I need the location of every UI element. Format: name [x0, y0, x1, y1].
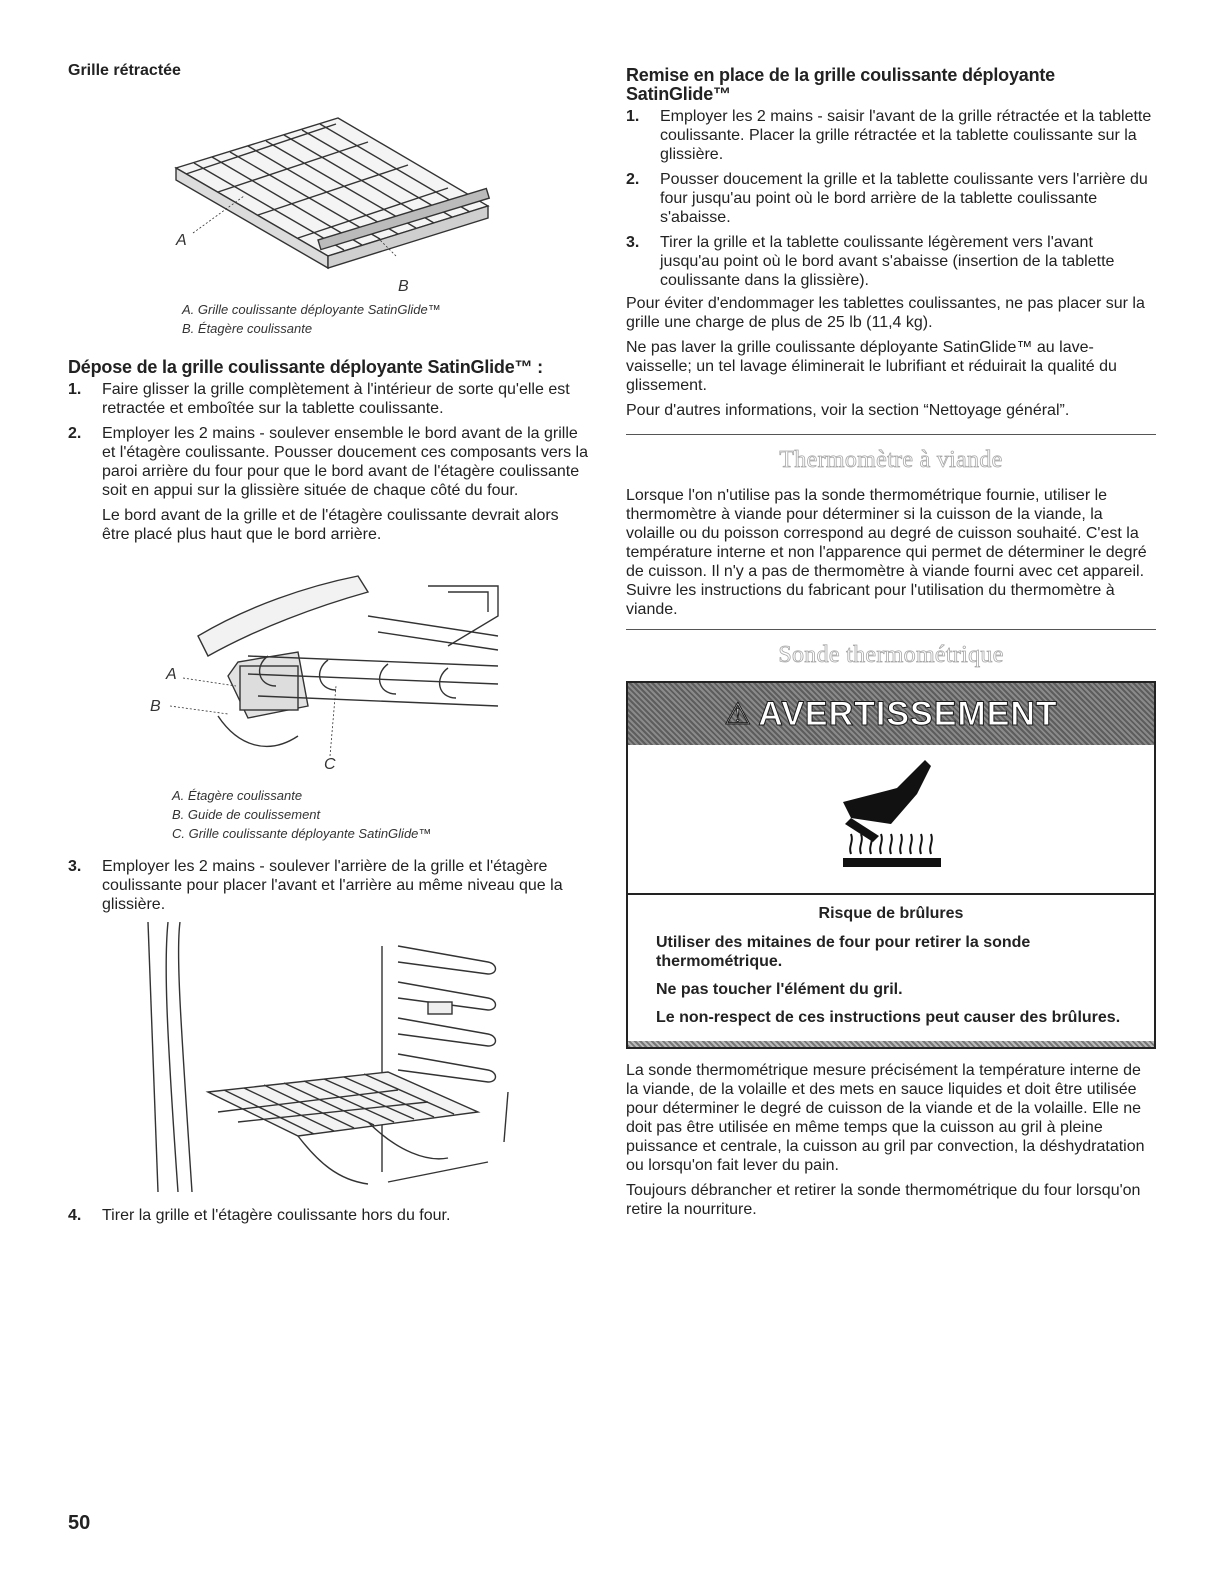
- fig2-caption-a: A. Étagère coulissante: [172, 788, 303, 803]
- step-number: 2.: [626, 171, 640, 188]
- step-text: Tirer la grille et la tablette coulissante légèrement vers l'avant jusqu'au point où le bord avant s'abaisse (insertion de la tablette coulissante dans la glissière).: [660, 234, 1115, 289]
- fig2-label-b: B: [150, 698, 161, 715]
- slide-guide-illustration: [68, 556, 588, 784]
- step-number: 4.: [68, 1207, 82, 1224]
- step-text: Employer les 2 mains - saisir l'avant de la grille rétractée et la tablette coulissante. Placer la grille rétractée et la tablette coulissante sur la glissière.: [660, 108, 1152, 163]
- step-text: Employer les 2 mains - soulever l'arrière de la grille et l'étagère coulissante pour placer l'avant et l'arrière au même niveau que la glissière.: [102, 858, 563, 913]
- warning-box: [626, 681, 1156, 1049]
- removal-steps-continued: [68, 857, 588, 914]
- removal-step-2: [68, 424, 588, 500]
- removal-step-1: [68, 380, 588, 418]
- removal-step-4: [68, 1206, 588, 1225]
- replacement-step-3: [626, 233, 1156, 290]
- replacement-section-title: Remise en place de la grille coulissante déployante SatinGlide™: [626, 65, 1055, 104]
- fig1-label-b: B: [398, 278, 409, 295]
- fig1-heading: Grille rétractée: [68, 62, 181, 79]
- warning-header: [628, 683, 1154, 745]
- step-number: 1.: [626, 108, 640, 125]
- meat-thermometer-title: Thermomètre à viande: [779, 447, 1003, 473]
- step-number: 3.: [68, 858, 82, 875]
- right-column: [626, 66, 1156, 1219]
- step-text: Faire glisser la grille complètement à l'intérieur de sorte qu'elle est retractée et emboîtée sur la tablette coulissante.: [102, 381, 570, 417]
- cleaning-reference-paragraph: Pour d'autres informations, voir la section “Nettoyage général”.: [626, 402, 1070, 419]
- fig1-label-a: A: [176, 232, 187, 249]
- retracted-rack-figure: [68, 88, 588, 295]
- removal-step-3: [68, 857, 588, 914]
- section-divider: [626, 434, 1156, 435]
- hot-surface-hazard-icon: [628, 745, 1154, 895]
- dishwasher-paragraph: Ne pas laver la grille coulissante déployante SatinGlide™ au lave-vaisselle; un tel lavage éliminerait le lubrifiant et réduirait la qualité du glissement.: [626, 339, 1117, 394]
- load-limit-paragraph: Pour éviter d'endommager les tablettes coulissantes, ne pas placer sur la grille une charge de plus de 25 lb (11,4 kg).: [626, 295, 1145, 331]
- step-number: 2.: [68, 425, 82, 442]
- fig2-label-c: C: [324, 756, 336, 773]
- step-text: Tirer la grille et l'étagère coulissante hors du four.: [102, 1207, 451, 1224]
- probe-description: La sonde thermométrique mesure précisément la température interne de la viande, de la volaille et des mets en sauce liquides et doit être utilisée pour déterminer le degré de cuisson de la viande et de la volaille. Elle ne doit pas être utilisée en même temps que la cuisson au gril à pleine puissance et centrale, la cuisson au gril par convection, la déshydratation ou lorsqu'on fait lever du pain.: [626, 1062, 1145, 1174]
- replacement-step-2: [626, 170, 1156, 227]
- probe-title: Sonde thermométrique: [778, 642, 1004, 668]
- fig2-caption-b: B. Guide de coulissement: [172, 807, 321, 822]
- warning-line-1: Utiliser des mitaines de four pour retirer la sonde thermométrique.: [656, 934, 1031, 970]
- section-divider: [626, 629, 1156, 630]
- retracted-rack-illustration: [68, 88, 588, 270]
- page-number: 50: [68, 1512, 91, 1534]
- step-text: Employer les 2 mains - soulever ensemble le bord avant de la grille et l'étagère coulissante. Pousser doucement ces composants vers la paroi arrière du four pour que le bord avant de l'étagère coulissante soit en appui sur la glissière située de chaque côté du four.: [102, 425, 588, 499]
- replacement-steps: [626, 107, 1156, 290]
- warning-line-3: Le non-respect de ces instructions peut causer des brûlures.: [656, 1009, 1121, 1026]
- fig1-caption-a: A. Grille coulissante déployante SatinGlide™: [182, 302, 441, 317]
- step-number: 3.: [626, 234, 640, 251]
- warning-line-2: Ne pas toucher l'élément du gril.: [656, 981, 903, 998]
- step2-note: Le bord avant de la grille et de l'étagère coulissante devrait alors être placé plus haut que le bord arrière.: [102, 507, 559, 543]
- left-column: [68, 62, 588, 1231]
- warning-body: [628, 895, 1154, 1041]
- warning-bottom-strip: [628, 1041, 1154, 1047]
- hand-over-heat-icon: [821, 754, 961, 884]
- replacement-step-1: [626, 107, 1156, 164]
- warning-header-text: AVERTISSEMENT: [758, 694, 1058, 733]
- probe-removal-note: Toujours débrancher et retirer la sonde thermométrique du four lorsqu'on retire la nourriture.: [626, 1182, 1141, 1218]
- step-text: Pousser doucement la grille et la tablette coulissante vers l'arrière du four jusqu'au point où le bord arrière de la tablette coulissante s'abaisse.: [660, 171, 1148, 226]
- fig2-captions: [68, 786, 588, 843]
- warning-triangle-icon: ⚠: [724, 697, 753, 731]
- warning-risk-title: Risque de brûlures: [818, 905, 964, 922]
- fig1-caption-b: B. Étagère coulissante: [182, 321, 313, 336]
- meat-thermometer-text: Lorsque l'on n'utilise pas la sonde thermométrique fournie, utiliser le thermomètre à viande pour déterminer si la cuisson de la viande, la volaille ou du poisson correspond au degré de cuisson souhaité. C'est la température interne et non l'apparence qui permet de déterminer le degré de cuisson. Il n'y a pas de thermomètre à viande fourni avec cet appareil. Suivre les instructions du fabricant pour l'utilisation du thermomètre à viande.: [626, 487, 1147, 618]
- fig1-captions: [68, 300, 588, 338]
- removal-section-title: Dépose de la grille coulissante déployante SatinGlide™ :: [68, 357, 543, 377]
- removal-steps: [68, 380, 588, 500]
- fig2-caption-c: C. Grille coulissante déployante SatinGlide™: [172, 826, 432, 841]
- oven-rack-figure: [68, 922, 588, 1200]
- oven-rack-illustration: [68, 922, 588, 1200]
- fig2-label-a: A: [166, 666, 177, 683]
- removal-steps-final: [68, 1206, 588, 1225]
- slide-guide-figure: [68, 556, 588, 784]
- step-number: 1.: [68, 381, 82, 398]
